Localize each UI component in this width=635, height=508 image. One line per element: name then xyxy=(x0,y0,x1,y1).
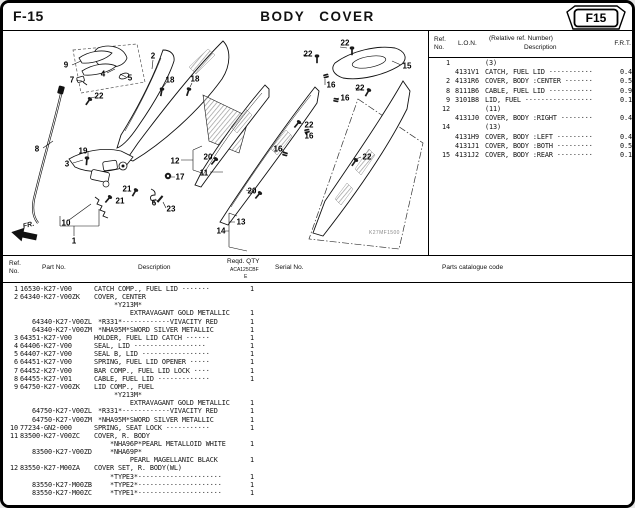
cell-qty: 1 xyxy=(250,399,254,408)
cell-qty: 1 xyxy=(250,407,254,416)
diagram-callout-6: 6 xyxy=(151,198,157,208)
frt-col-frt: F.R.T. xyxy=(614,40,631,47)
diagram-callout-18: 18 xyxy=(190,74,200,84)
cell-part: 16530-K27-V00 xyxy=(20,285,72,293)
cell-ref xyxy=(6,440,18,448)
diagram-callout-11: 11 xyxy=(199,168,209,178)
cell-lon: 4131J0 xyxy=(455,114,479,123)
diagram-callout-10: 10 xyxy=(61,218,71,228)
cell-lon: 4131J2 xyxy=(455,151,479,160)
cell-desc: *TYPE1*····················· xyxy=(94,488,222,497)
cell-ref: 11 xyxy=(10,431,18,440)
frt-col-ref2: No. xyxy=(434,44,445,51)
cell-qty: 1 xyxy=(250,325,254,334)
frt-table-row xyxy=(433,87,632,96)
cell-ref: 9 xyxy=(446,95,450,104)
cell-desc: *R331*············VIVACITY RED xyxy=(94,317,218,326)
part-fuel-lid-assembly xyxy=(77,46,133,85)
parts-table-row xyxy=(6,293,634,301)
cell-ref xyxy=(6,391,18,399)
cell-ref xyxy=(6,448,18,456)
diagram-callout-22: 22 xyxy=(94,91,104,101)
cell-desc: COVER, R. BODY xyxy=(94,431,150,440)
cell-ref: 5 xyxy=(14,350,18,359)
parts-table-row xyxy=(6,481,634,489)
parts-table-row xyxy=(6,326,634,334)
cell-qty: 1 xyxy=(250,358,254,367)
diagram-callout-19: 19 xyxy=(78,146,88,156)
diagram-callout-21: 21 xyxy=(122,184,132,194)
cell-ref xyxy=(6,481,18,489)
frt-table xyxy=(429,32,635,255)
cell-frt: 0.1 xyxy=(620,95,632,104)
cell-desc: LID, FUEL ················· xyxy=(485,95,593,104)
cell-part xyxy=(20,440,94,448)
cell-frt: 0.5 xyxy=(620,141,632,150)
cell-desc: COVER, CENTER xyxy=(94,293,146,302)
cell-qty: 1 xyxy=(250,333,254,342)
diagram-callout-16: 16 xyxy=(273,144,283,154)
cell-lon: 4131R6 xyxy=(455,77,479,86)
cell-frt: 0.4 xyxy=(620,132,632,141)
cell-frt: 0.1 xyxy=(620,151,632,160)
part-cover-rear xyxy=(333,47,405,79)
cell-part: 64340-K27-V00ZL xyxy=(20,317,92,326)
cell-frt: 0.5 xyxy=(620,77,632,86)
cell-desc: PEARL MAGELLANIC BLACK xyxy=(94,456,218,465)
cell-desc: COVER, BODY :BOTH ········· xyxy=(485,141,593,150)
diagram-callout-18: 18 xyxy=(165,75,175,85)
cell-part: 83500-K27-V00ZC xyxy=(20,431,80,440)
cell-part: 64750-K27-V00ZM xyxy=(20,415,92,424)
parts-table-row xyxy=(6,416,634,424)
cell-ref: 12 xyxy=(10,464,18,473)
diagram-callout-17: 17 xyxy=(175,172,185,182)
diagram-callout-20: 20 xyxy=(247,186,257,196)
cell-frt xyxy=(612,59,632,68)
parts-table-row xyxy=(6,309,634,317)
cell-desc: *NHA69P* xyxy=(94,448,142,457)
cell-desc: LID COMP., FUEL xyxy=(94,382,154,391)
parts-table-row xyxy=(6,285,634,293)
cell-qty: 1 xyxy=(250,415,254,424)
parts-table-row xyxy=(6,440,634,448)
cell-desc: (13) xyxy=(485,123,501,132)
diagram-callout-20: 20 xyxy=(203,152,213,162)
cell-frt xyxy=(612,105,632,114)
cell-part: 83550-K27-M00ZA xyxy=(20,464,80,473)
diagram-callout-22: 22 xyxy=(355,83,365,93)
cell-ref xyxy=(433,142,450,151)
diagram-callout-8: 8 xyxy=(34,144,40,154)
frt-table-row xyxy=(433,77,632,86)
cell-desc: COVER, BODY :RIGHT ········ xyxy=(485,114,593,123)
parts-col-part-no: Part No. xyxy=(42,264,66,271)
frt-table-row xyxy=(433,59,632,68)
cell-part: 83550-K27-M00ZB xyxy=(20,480,92,489)
parts-col-ref: Ref. xyxy=(9,260,21,267)
cell-frt: 0.4 xyxy=(620,114,632,123)
cell-lon: 3101B8 xyxy=(455,95,479,104)
cell-ref: 15 xyxy=(442,151,450,160)
diagram-callout-22: 22 xyxy=(362,152,372,162)
cell-desc: SPRING, FUEL LID OPENER ····· xyxy=(94,358,210,367)
diagram-callout-16: 16 xyxy=(326,80,336,90)
cell-ref: 9 xyxy=(14,382,18,391)
parts-table-row xyxy=(6,456,634,464)
frt-table-row xyxy=(433,105,632,114)
parts-table-row xyxy=(6,342,634,350)
part-cable-fuel-lid xyxy=(33,85,65,223)
part-catch-assembly xyxy=(69,146,133,218)
cell-desc: *TYPE3*····················· xyxy=(94,472,222,481)
frt-col-lon: L.O.N. xyxy=(458,40,477,47)
fastener-clips xyxy=(282,73,339,156)
cell-part: 64340-K27-V00ZM xyxy=(20,325,92,334)
cell-part xyxy=(20,399,94,407)
cell-qty: 1 xyxy=(250,374,254,383)
cell-ref xyxy=(433,114,450,123)
cell-lon: 4131J1 xyxy=(455,141,479,150)
cell-desc: CABLE, FUEL LID ············· xyxy=(94,374,210,383)
cell-desc: SPRING, SEAT LOCK ··········· xyxy=(94,423,210,432)
cell-qty: 1 xyxy=(250,488,254,497)
diagram-callout-22: 22 xyxy=(304,120,314,130)
parts-table-row xyxy=(6,301,634,309)
cell-desc: *TYPE2*····················· xyxy=(94,480,222,489)
cell-ref xyxy=(433,133,450,142)
cell-lon: 4131H9 xyxy=(455,132,479,141)
cell-ref xyxy=(6,489,18,497)
cell-desc: EXTRAVAGANT GOLD METALLIC xyxy=(94,399,230,408)
cell-part xyxy=(20,391,94,399)
cell-part: 64451-K27-V00 xyxy=(20,358,72,367)
cell-ref xyxy=(6,399,18,407)
cell-qty xyxy=(246,293,258,301)
parts-col-ref2: No. xyxy=(9,268,20,275)
part-cover-body-left xyxy=(220,87,319,225)
cell-ref: 10 xyxy=(10,423,18,432)
cell-part: 64407-K27-V00 xyxy=(20,350,72,359)
page-title: BODY COVER xyxy=(260,9,375,24)
diagram-callout-7: 7 xyxy=(69,75,75,85)
cell-lon xyxy=(455,105,485,114)
cell-qty: 1 xyxy=(250,342,254,351)
diagram-callout-4: 4 xyxy=(100,69,106,79)
cell-desc: CABLE, FUEL LID ··········· xyxy=(485,86,593,95)
frt-table-row xyxy=(433,123,632,132)
parts-col-description: Description xyxy=(138,264,171,271)
frt-table-row xyxy=(433,114,632,123)
cell-lon: 4131V1 xyxy=(455,68,479,77)
parts-table-row xyxy=(6,399,634,407)
frt-table-row xyxy=(433,68,632,77)
cell-lon xyxy=(455,59,485,68)
cell-desc: *NHA95M*SWORD SILVER METALLIC xyxy=(94,325,214,334)
cell-qty xyxy=(246,448,258,456)
cell-qty: 1 xyxy=(250,456,254,465)
frt-table-body xyxy=(433,59,632,160)
cell-ref: 14 xyxy=(442,123,450,132)
frt-table-row xyxy=(433,96,632,105)
cell-qty: 1 xyxy=(250,480,254,489)
diagram-callout-5: 5 xyxy=(127,73,133,83)
cell-ref: 4 xyxy=(14,342,18,351)
parts-col-model-code: ACA125CBF xyxy=(230,267,259,273)
diagram-callout-13: 13 xyxy=(236,217,246,227)
cell-part: 64351-K27-V00 xyxy=(20,333,72,342)
cell-lon: 8111B6 xyxy=(455,86,479,95)
diagram-callout-22: 22 xyxy=(303,49,313,59)
cell-part xyxy=(20,301,94,309)
parts-table-row xyxy=(6,350,634,358)
parts-col-reqd-qty: Reqd. QTY xyxy=(227,258,260,265)
diagram-callout-16: 16 xyxy=(304,131,314,141)
cell-desc: EXTRAVAGANT GOLD METALLIC xyxy=(94,309,230,318)
cell-part: 64340-K27-V00ZK xyxy=(20,293,80,302)
parts-table-body xyxy=(6,285,634,497)
cell-ref xyxy=(6,326,18,334)
cell-ref xyxy=(6,473,18,481)
cell-frt: 0.9 xyxy=(620,86,632,95)
cell-desc: (3) xyxy=(485,59,497,67)
parts-table-row xyxy=(6,473,634,481)
cell-desc: *NHA95M*SWORD SILVER METALLIC xyxy=(94,415,214,424)
diagram-callout-9: 9 xyxy=(63,60,69,70)
cell-part: 83550-K27-M00ZC xyxy=(20,488,92,497)
parts-table-row xyxy=(6,407,634,415)
parts-table-row xyxy=(6,318,634,326)
cell-ref xyxy=(6,318,18,326)
cell-qty xyxy=(246,383,258,391)
frt-col-ref: Ref. xyxy=(434,36,446,43)
parts-table-header xyxy=(3,256,632,283)
diagram-callout-23: 23 xyxy=(166,204,176,214)
cell-qty: 1 xyxy=(250,317,254,326)
diagram-callout-16: 16 xyxy=(340,93,350,103)
frt-table-header xyxy=(429,32,635,58)
diagram-image-code: K27MF1500 xyxy=(369,230,400,236)
diagram-callout-14: 14 xyxy=(216,226,226,236)
parts-col-model-sub: E xyxy=(244,274,248,280)
diagram-callout-1: 1 xyxy=(71,236,77,246)
part-cover-set-r-body xyxy=(309,81,423,249)
parts-table-row xyxy=(6,367,634,375)
cell-qty: 1 xyxy=(250,350,254,359)
cell-qty: 1 xyxy=(250,472,254,481)
cell-part xyxy=(20,309,94,317)
parts-table-row xyxy=(6,383,634,391)
cell-ref xyxy=(6,407,18,415)
parts-table-row xyxy=(6,448,634,456)
parts-table-row xyxy=(6,489,634,497)
cell-desc: COVER SET, R. BODY(WL) xyxy=(94,464,182,473)
cell-ref xyxy=(6,309,18,317)
cell-qty: 1 xyxy=(250,439,254,448)
cell-qty: 1 xyxy=(250,423,254,432)
cell-part: 77234-GN2-000 xyxy=(20,423,72,432)
cell-part: 64750-K27-V00ZK xyxy=(20,382,80,391)
parts-table-row xyxy=(6,334,634,342)
cell-desc: COVER, BODY :CENTER ······· xyxy=(485,77,593,86)
frt-table-row xyxy=(433,133,632,142)
cell-part xyxy=(20,473,94,481)
frt-col-description: Description xyxy=(524,44,557,51)
cell-ref: 3 xyxy=(14,333,18,342)
cell-part: 83500-K27-V00ZD xyxy=(20,448,92,457)
cell-ref: 2 xyxy=(14,293,18,302)
cell-ref: 1 xyxy=(446,59,450,67)
cell-ref xyxy=(433,68,450,77)
cell-desc: (11) xyxy=(485,105,501,114)
diagram-callout-12: 12 xyxy=(170,156,180,166)
frt-table-row xyxy=(433,142,632,151)
parts-col-catalogue-code: Parts catalogue code xyxy=(442,264,504,271)
cell-part: 64406-K27-V00 xyxy=(20,342,72,351)
cell-qty: 1 xyxy=(250,285,254,293)
page-code: F-15 xyxy=(13,8,44,24)
cell-qty xyxy=(246,432,258,440)
cell-ref xyxy=(6,301,18,309)
parts-table-row xyxy=(6,424,634,432)
front-direction-label: FR. xyxy=(22,220,35,231)
cell-qty: 1 xyxy=(250,366,254,375)
parts-table-row xyxy=(6,464,634,472)
parts-table-row xyxy=(6,375,634,383)
cell-desc: *R331*············VIVACITY RED xyxy=(94,407,218,416)
cell-part: 64452-K27-V00 xyxy=(20,366,72,375)
cell-desc: SEAL B, LID ················· xyxy=(94,350,210,359)
parts-table-row xyxy=(6,432,634,440)
frt-col-relative: (Relative ref. Number) xyxy=(489,35,553,42)
parts-table-row xyxy=(6,358,634,366)
parts-col-serial-no: Serial No. xyxy=(275,264,304,271)
cell-ref: 8 xyxy=(14,374,18,383)
cell-qty: 1 xyxy=(250,309,254,318)
cell-desc: CATCH COMP., FUEL LID ······· xyxy=(94,285,210,293)
cell-ref xyxy=(6,456,18,464)
diagram-callout-2: 2 xyxy=(150,51,156,61)
cell-desc: *Y213M* xyxy=(94,301,142,310)
cell-qty xyxy=(246,301,258,309)
cell-desc: *Y213M* xyxy=(94,391,142,400)
parts-table-row xyxy=(6,391,634,399)
cell-desc: BAR COMP., FUEL LID LOCK ···· xyxy=(94,366,210,375)
cell-desc: *NHA96P*PEARL METALLOID WHITE xyxy=(94,439,226,448)
diagram-callout-3: 3 xyxy=(64,159,70,169)
cell-part: 64455-K27-V01 xyxy=(20,374,72,383)
cell-ref xyxy=(6,416,18,424)
cell-part xyxy=(20,456,94,464)
cell-desc: SEAL, LID ·················· xyxy=(94,342,206,351)
page-tab-code: F15 xyxy=(585,11,607,25)
cell-lon xyxy=(455,123,485,132)
cell-frt: 0.4 xyxy=(620,68,632,77)
cell-ref: 8 xyxy=(446,86,450,95)
cell-ref: 2 xyxy=(446,77,450,86)
cell-desc: HOLDER, FUEL LID CATCH ······ xyxy=(94,333,210,342)
cell-ref: 6 xyxy=(14,358,18,367)
cell-frt xyxy=(612,123,632,132)
cell-qty xyxy=(246,464,258,472)
cell-ref: 1 xyxy=(14,285,18,293)
cell-desc: CATCH, FUEL LID ··········· xyxy=(485,68,593,77)
cell-part: 64750-K27-V00ZL xyxy=(20,407,92,416)
diagram-callout-21: 21 xyxy=(115,196,125,206)
diagram-callout-15: 15 xyxy=(402,61,412,71)
cell-ref: 7 xyxy=(14,366,18,375)
cell-qty xyxy=(246,391,258,399)
cell-desc: COVER, BODY :REAR ········· xyxy=(485,151,593,160)
frt-table-row xyxy=(433,151,632,160)
cell-desc: COVER, BODY :LEFT ········· xyxy=(485,132,593,141)
cell-ref: 12 xyxy=(442,105,450,114)
parts-table xyxy=(3,255,632,505)
diagram-callout-22: 22 xyxy=(340,38,350,48)
